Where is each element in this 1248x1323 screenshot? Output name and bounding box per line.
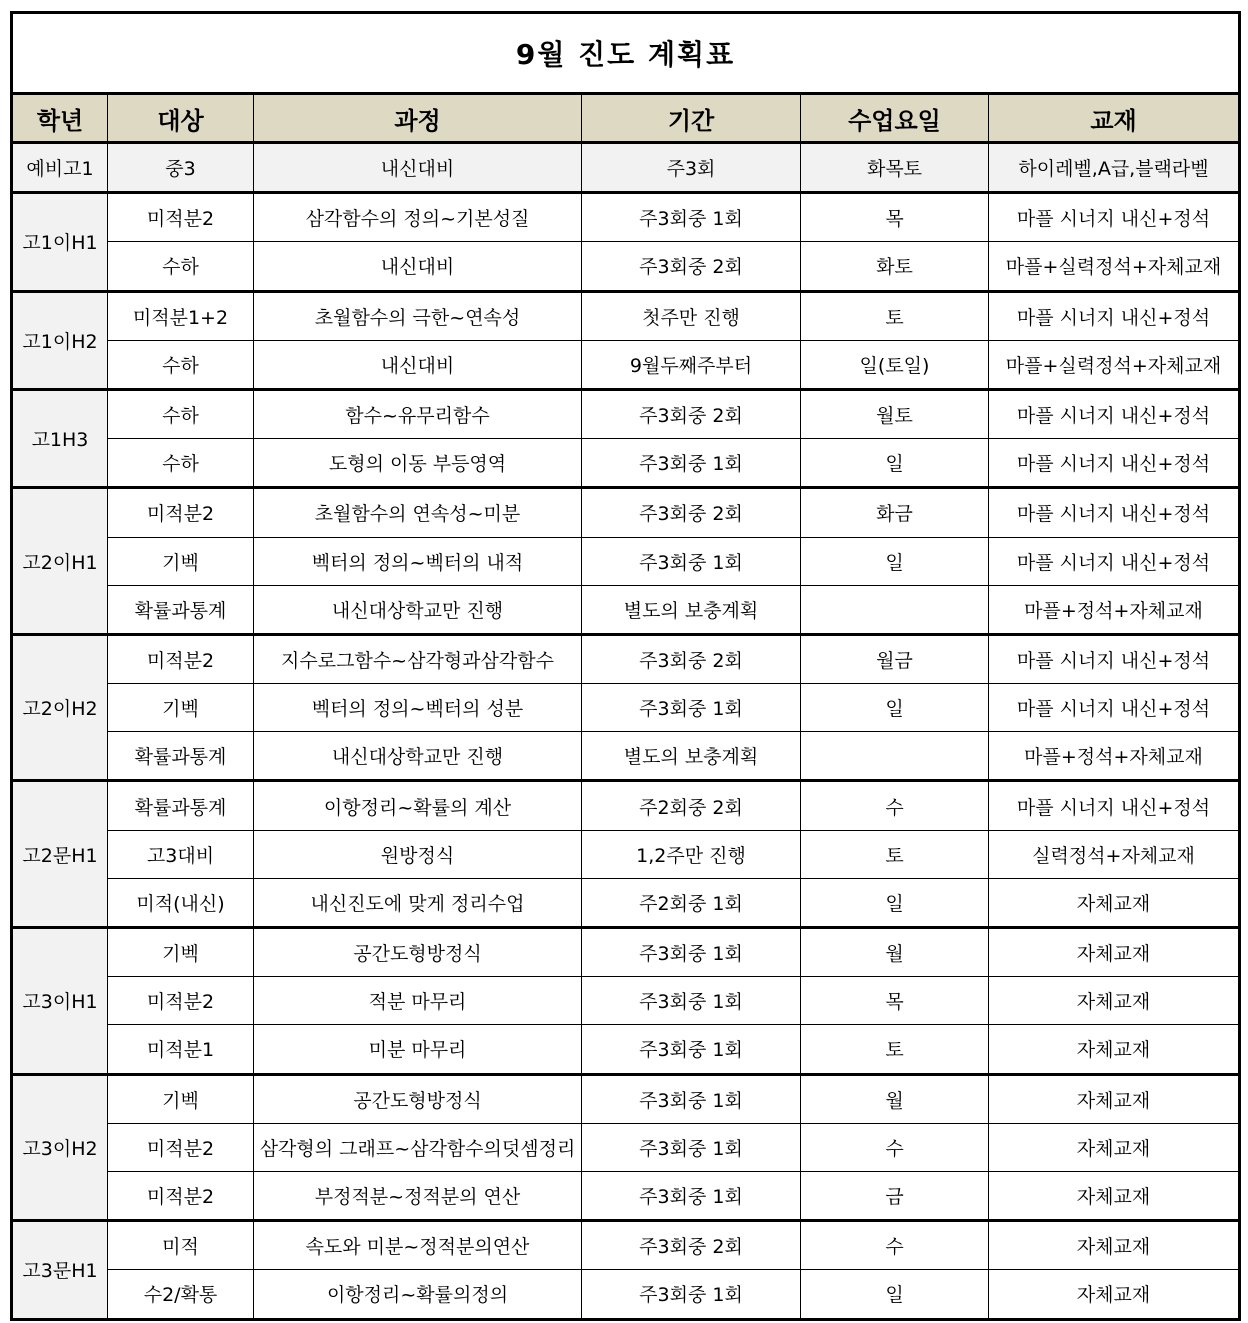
table-row (12, 1074, 1240, 1123)
period-cell: 주2회중 2회 (582, 781, 801, 830)
table-row (12, 781, 1240, 830)
target-cell: 수하 (108, 389, 254, 438)
table-row (12, 291, 1240, 340)
table-row (12, 585, 1240, 634)
table-row (12, 830, 1240, 878)
textbook-cell: 마플+실력정석+자체교재 (989, 340, 1240, 389)
table-row (12, 488, 1240, 537)
days-cell: 일 (801, 878, 989, 927)
grade-cell: 고2이H2 (12, 634, 108, 781)
course-cell: 속도와 미분~정적분의연산 (254, 1221, 582, 1270)
table-row (12, 537, 1240, 585)
period-cell: 주2회중 1회 (582, 878, 801, 927)
textbook-cell: 자체교재 (989, 1074, 1240, 1123)
course-cell: 이항정리~확률의정의 (254, 1270, 582, 1319)
days-cell (801, 732, 989, 781)
period-cell: 주3회중 1회 (582, 928, 801, 977)
target-cell: 기벡 (108, 928, 254, 977)
target-cell: 기벡 (108, 684, 254, 732)
course-cell: 이항정리~확률의 계산 (254, 781, 582, 830)
course-cell: 미분 마무리 (254, 1025, 582, 1074)
textbook-cell: 하이레벨,A급,블랙라벨 (989, 143, 1240, 193)
textbook-cell: 마플 시너지 내신+정석 (989, 193, 1240, 242)
table-row (12, 977, 1240, 1025)
course-cell: 초월함수의 극한~연속성 (254, 291, 582, 340)
table-row (12, 1221, 1240, 1270)
course-cell: 내신대비 (254, 143, 582, 193)
textbook-cell: 마플 시너지 내신+정석 (989, 439, 1240, 488)
target-cell: 확률과통계 (108, 585, 254, 634)
target-cell: 미적분2 (108, 977, 254, 1025)
header-course: 과정 (254, 94, 582, 143)
table-row (12, 634, 1240, 683)
course-cell: 적분 마무리 (254, 977, 582, 1025)
target-cell: 미적 (108, 1221, 254, 1270)
table-row (12, 439, 1240, 488)
days-cell: 수 (801, 1123, 989, 1171)
days-cell: 토 (801, 1025, 989, 1074)
period-cell: 1,2주만 진행 (582, 830, 801, 878)
grade-cell: 고1H3 (12, 389, 108, 487)
period-cell: 주3회중 2회 (582, 389, 801, 438)
header-textbook: 교재 (989, 94, 1240, 143)
course-cell: 내신대상학교만 진행 (254, 732, 582, 781)
days-cell: 수 (801, 781, 989, 830)
textbook-cell: 마플+정석+자체교재 (989, 732, 1240, 781)
period-cell: 주3회중 1회 (582, 1025, 801, 1074)
textbook-cell: 마플 시너지 내신+정석 (989, 537, 1240, 585)
period-cell: 주3회중 1회 (582, 193, 801, 242)
course-cell: 함수~유무리함수 (254, 389, 582, 438)
table-title: 9월 진도 계획표 (12, 13, 1240, 94)
course-cell: 삼각형의 그래프~삼각함수의덧셈정리 (254, 1123, 582, 1171)
period-cell: 주3회중 1회 (582, 439, 801, 488)
textbook-cell: 마플 시너지 내신+정석 (989, 781, 1240, 830)
table-row (12, 143, 1240, 193)
target-cell: 확률과통계 (108, 781, 254, 830)
textbook-cell: 자체교재 (989, 1270, 1240, 1319)
days-cell: 월 (801, 928, 989, 977)
target-cell: 미적분2 (108, 193, 254, 242)
period-cell: 별도의 보충계획 (582, 585, 801, 634)
table-row (12, 1123, 1240, 1171)
target-cell: 고3대비 (108, 830, 254, 878)
period-cell: 주3회중 2회 (582, 242, 801, 291)
textbook-cell: 자체교재 (989, 928, 1240, 977)
textbook-cell: 자체교재 (989, 1221, 1240, 1270)
days-cell: 화토 (801, 242, 989, 291)
days-cell: 일 (801, 439, 989, 488)
days-cell: 월토 (801, 389, 989, 438)
days-cell: 일 (801, 684, 989, 732)
days-cell: 토 (801, 830, 989, 878)
textbook-cell: 자체교재 (989, 1123, 1240, 1171)
period-cell: 주3회중 1회 (582, 684, 801, 732)
target-cell: 미적분2 (108, 1171, 254, 1220)
target-cell: 미적분1+2 (108, 291, 254, 340)
target-cell: 미적분2 (108, 634, 254, 683)
days-cell: 화금 (801, 488, 989, 537)
course-cell: 벡터의 정의~벡터의 성분 (254, 684, 582, 732)
course-cell: 내신대비 (254, 340, 582, 389)
target-cell: 기벡 (108, 537, 254, 585)
grade-cell: 고3문H1 (12, 1221, 108, 1319)
table-row (12, 1270, 1240, 1319)
target-cell: 확률과통계 (108, 732, 254, 781)
course-cell: 지수로그함수~삼각형과삼각함수 (254, 634, 582, 683)
table-row (12, 684, 1240, 732)
period-cell: 9월두째주부터 (582, 340, 801, 389)
days-cell: 일 (801, 1270, 989, 1319)
days-cell: 월 (801, 1074, 989, 1123)
course-cell: 공간도형방정식 (254, 1074, 582, 1123)
target-cell: 미적분2 (108, 1123, 254, 1171)
textbook-cell: 마플 시너지 내신+정석 (989, 634, 1240, 683)
header-days: 수업요일 (801, 94, 989, 143)
period-cell: 주3회중 1회 (582, 1074, 801, 1123)
days-cell: 월금 (801, 634, 989, 683)
table-row (12, 1025, 1240, 1074)
target-cell: 수하 (108, 242, 254, 291)
header-grade: 학년 (12, 94, 108, 143)
textbook-cell: 자체교재 (989, 1025, 1240, 1074)
course-cell: 공간도형방정식 (254, 928, 582, 977)
course-cell: 내신대상학교만 진행 (254, 585, 582, 634)
period-cell: 첫주만 진행 (582, 291, 801, 340)
target-cell: 미적분2 (108, 488, 254, 537)
grade-cell: 예비고1 (12, 143, 108, 193)
course-cell: 내신대비 (254, 242, 582, 291)
table-row (12, 340, 1240, 389)
days-cell: 수 (801, 1221, 989, 1270)
period-cell: 주3회중 2회 (582, 1221, 801, 1270)
period-cell: 주3회중 1회 (582, 1171, 801, 1220)
course-cell: 삼각함수의 정의~기본성질 (254, 193, 582, 242)
course-cell: 도형의 이동 부등영역 (254, 439, 582, 488)
table-row (12, 732, 1240, 781)
grade-cell: 고2이H1 (12, 488, 108, 635)
header-period: 기간 (582, 94, 801, 143)
days-cell: 금 (801, 1171, 989, 1220)
period-cell: 주3회중 2회 (582, 634, 801, 683)
grade-cell: 고1이H1 (12, 193, 108, 291)
target-cell: 중3 (108, 143, 254, 193)
grade-cell: 고3이H1 (12, 928, 108, 1075)
course-cell: 벡터의 정의~벡터의 내적 (254, 537, 582, 585)
period-cell: 주3회 (582, 143, 801, 193)
textbook-cell: 마플 시너지 내신+정석 (989, 389, 1240, 438)
target-cell: 수하 (108, 439, 254, 488)
table-body (12, 143, 1240, 1320)
period-cell: 주3회중 1회 (582, 1270, 801, 1319)
table-row (12, 389, 1240, 438)
period-cell: 주3회중 1회 (582, 977, 801, 1025)
days-cell: 토 (801, 291, 989, 340)
target-cell: 기벡 (108, 1074, 254, 1123)
grade-cell: 고1이H2 (12, 291, 108, 389)
days-cell: 화목토 (801, 143, 989, 193)
table-row (12, 193, 1240, 242)
textbook-cell: 마플 시너지 내신+정석 (989, 488, 1240, 537)
days-cell: 목 (801, 193, 989, 242)
textbook-cell: 실력정석+자체교재 (989, 830, 1240, 878)
period-cell: 주3회중 1회 (582, 537, 801, 585)
textbook-cell: 마플 시너지 내신+정석 (989, 291, 1240, 340)
days-cell: 목 (801, 977, 989, 1025)
course-cell: 원방정식 (254, 830, 582, 878)
target-cell: 미적분1 (108, 1025, 254, 1074)
table-row (12, 242, 1240, 291)
course-cell: 초월함수의 연속성~미분 (254, 488, 582, 537)
textbook-cell: 자체교재 (989, 1171, 1240, 1220)
table-row (12, 928, 1240, 977)
days-cell (801, 585, 989, 634)
textbook-cell: 마플+정석+자체교재 (989, 585, 1240, 634)
table-row (12, 1171, 1240, 1220)
course-cell: 내신진도에 맞게 정리수업 (254, 878, 582, 927)
course-cell: 부정적분~정적분의 연산 (254, 1171, 582, 1220)
progress-plan-table (10, 11, 1241, 1321)
period-cell: 주3회중 2회 (582, 488, 801, 537)
header-target: 대상 (108, 94, 254, 143)
target-cell: 수하 (108, 340, 254, 389)
target-cell: 미적(내신) (108, 878, 254, 927)
grade-cell: 고3이H2 (12, 1074, 108, 1221)
grade-cell: 고2문H1 (12, 781, 108, 928)
target-cell: 수2/확통 (108, 1270, 254, 1319)
textbook-cell: 마플+실력정석+자체교재 (989, 242, 1240, 291)
header-row (12, 94, 1240, 143)
table-row (12, 878, 1240, 927)
days-cell: 일(토일) (801, 340, 989, 389)
textbook-cell: 마플 시너지 내신+정석 (989, 684, 1240, 732)
textbook-cell: 자체교재 (989, 878, 1240, 927)
period-cell: 별도의 보충계획 (582, 732, 801, 781)
textbook-cell: 자체교재 (989, 977, 1240, 1025)
days-cell: 일 (801, 537, 989, 585)
period-cell: 주3회중 1회 (582, 1123, 801, 1171)
